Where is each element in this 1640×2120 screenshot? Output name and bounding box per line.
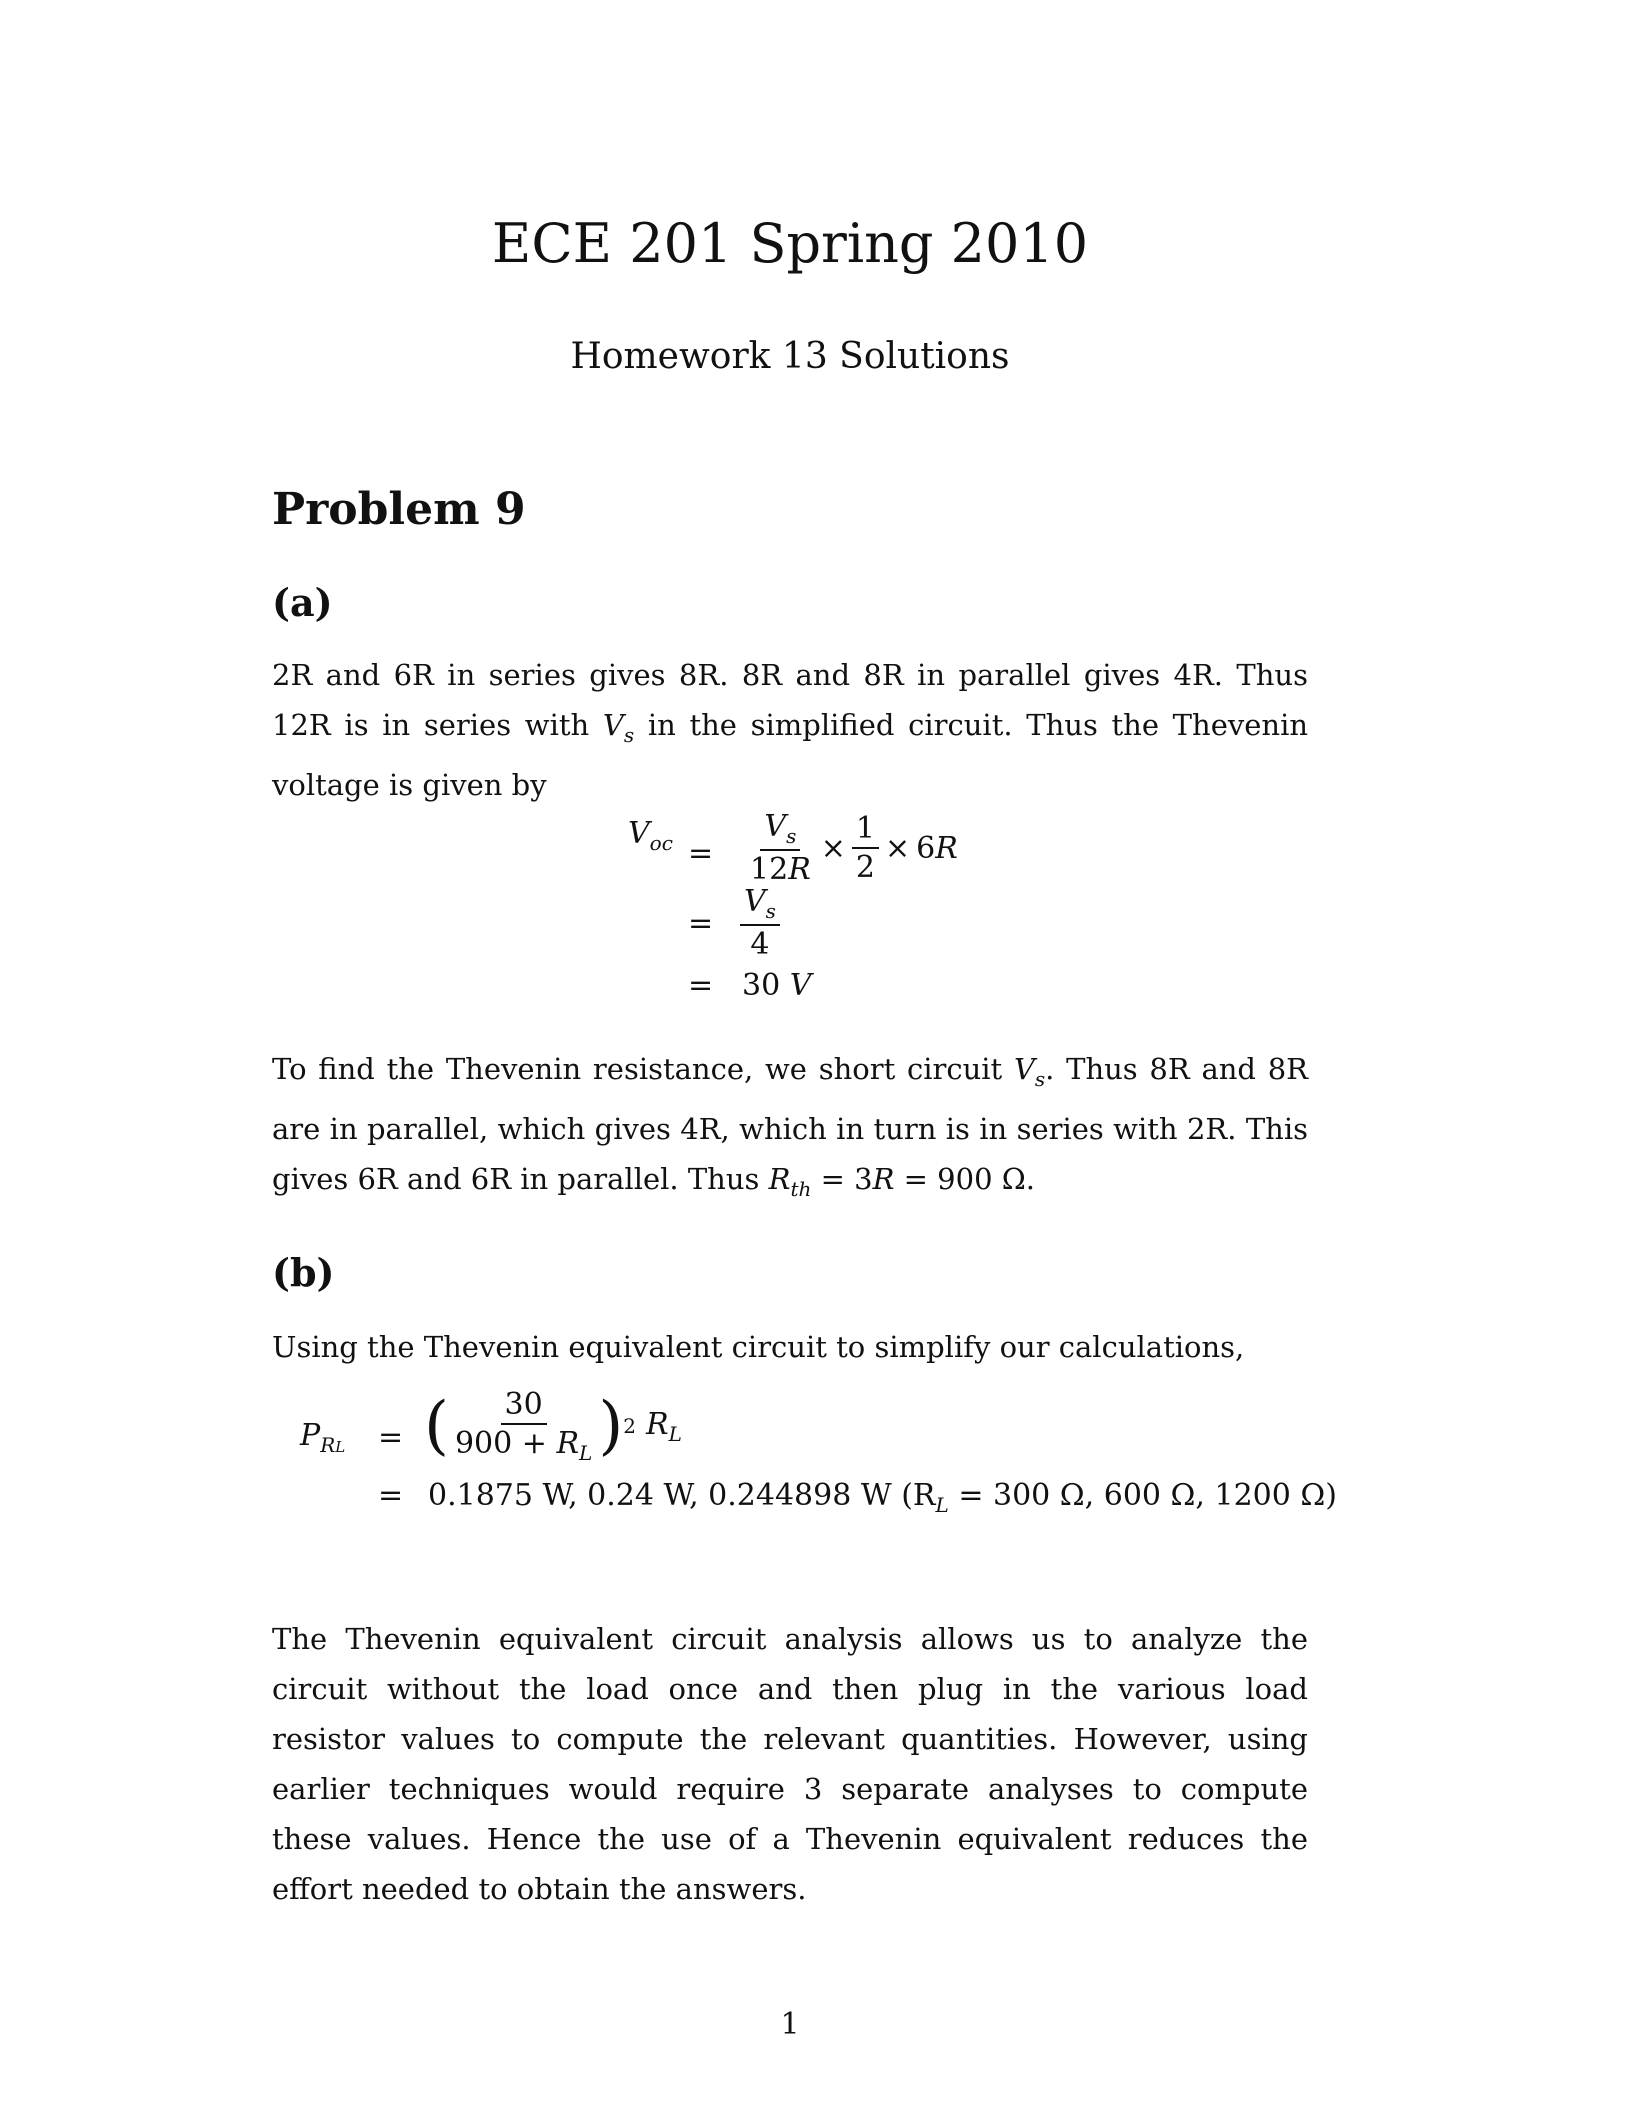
power-expression: ( $\frac{30}{900 + R_L}$ ) 2 $R_L$ [424, 1387, 682, 1465]
part-a-heading: (a) [272, 580, 333, 625]
power-equation-lhs: $P_{RL}$ [300, 1418, 346, 1457]
part-b-heading: (b) [272, 1250, 335, 1295]
fraction-one-half: $\frac{1}{2}$ [852, 812, 879, 884]
equals-sign: = [378, 1420, 404, 1455]
document-title: ECE 201 Spring 2010 [491, 212, 1089, 275]
voc-expression: $\frac{V_s}{12R}$ × $\frac{1}{2}$ × 6 R [740, 810, 958, 886]
page-number: 1 [780, 2007, 800, 2042]
part-a-paragraph-1: 2R and 6R in series gives 8R. 8R and 8R in parallel gives 4R. Thus 12R is in series with $V_s$ in the simplified circuit. Thus the Thevenin voltage is given by [272, 658, 1309, 802]
fraction-vs-over-4: $\frac{V_s}{4}$ [740, 885, 780, 961]
voc-result: 30 V [742, 968, 812, 1003]
document-subtitle: Homework 13 Solutions [570, 336, 1010, 377]
part-b-conclusion: The Thevenin equivalent circuit analysis allows us to analyze the circuit without the load once and then plug in the various load resistor values to compute the relevant quantities. However, using earlier techniques would require 3 separate analyses to compute these values. Hence the use of a Thevenin equivalent reduces the effort needed to obtain the answers. [272, 1622, 1308, 1906]
equals-sign: = [688, 906, 714, 941]
fraction-30-over-900-plus-rl: $\frac{30}{900 + R_L}$ [454, 1387, 593, 1465]
part-a-paragraph-2: To find the Thevenin resistance, we short circuit $V_s$. Thus 8R and 8R are in parallel, which gives 4R, which in turn is in series with 2R. This gives 6R and 6R in parallel. Thus $R_{th} = 3R = 900$ Ω. [272, 1052, 1308, 1201]
problem-heading: Problem 9 [272, 484, 526, 535]
fraction-vs-over-12r: $\frac{V_s}{12R}$ [750, 809, 811, 887]
voc-step-2 [740, 885, 786, 961]
power-results: 0.1875 W, 0.24 W, 0.244898 W ($R_L = 300$ Ω, 600 Ω, 1200 Ω) [428, 1478, 1337, 1517]
part-b-intro: Using the Thevenin equivalent circuit to simplify our calculations, [272, 1330, 1245, 1364]
equals-sign: = [688, 836, 714, 871]
equals-sign: = [688, 968, 714, 1003]
voc-equation: $V_{oc}$ [628, 816, 673, 855]
equals-sign: = [378, 1478, 404, 1513]
